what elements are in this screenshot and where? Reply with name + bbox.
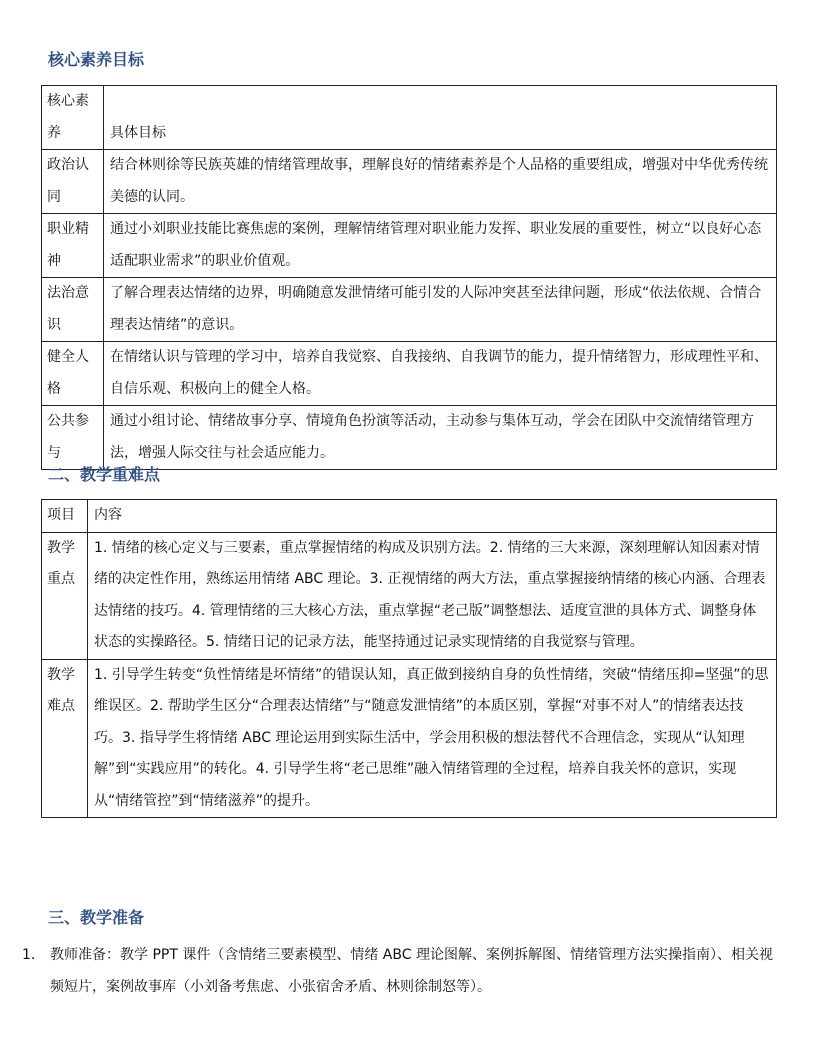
table-row xyxy=(42,214,777,278)
table-row xyxy=(42,406,777,470)
list-item-text: 教师准备：教学 PPT 课件（含情绪三要素模型、情绪 ABC 理论图解、案例拆解图、情绪管理方法实操指南）、相关视频短片，案例故事库（小刘备考焦虑、小张宿舍矛盾、林则徐制怒等）。 xyxy=(50,947,773,995)
row-label: 教学难点 xyxy=(42,659,88,818)
row-text: 1. 引导学生转变“负性情绪是坏情绪”的错误认知，真正做到接纳自身的负性情绪，突破“情绪压抑=坚强”的思维误区。2. 帮助学生区分“合理表达情绪”与“随意发泄情绪”的本质区别，掌握“对事不对人”的情绪表达技巧。3. 指导学生将情绪 ABC 理论运用到实际生活中，学会用积极的想法替代不合理信念，实现从“认知理解”到“实践应用”的转化。4. 引导学生将“老己思维”融入情绪管理的全过程，培养自我关怀的意识，实现从“情绪管控”到“情绪滋养”的提升。 xyxy=(88,659,777,818)
table-row xyxy=(42,150,777,214)
list-item-number: 1. xyxy=(22,947,36,963)
row-label: 职业精神 xyxy=(42,214,104,278)
row-label: 公共参与 xyxy=(42,406,104,470)
table-row xyxy=(42,659,777,818)
core-literacy-table xyxy=(41,85,777,470)
table-row xyxy=(42,278,777,342)
table-row xyxy=(42,532,777,659)
section1-title: 核心素养目标 xyxy=(48,50,145,69)
row-label: 政治认同 xyxy=(42,150,104,214)
row-text: 通过小刘职业技能比赛焦虑的案例，理解情绪管理对职业能力发挥、职业发展的重要性，树立“以良好心态适配职业需求”的职业价值观。 xyxy=(104,214,777,278)
row-text: 1. 情绪的核心定义与三要素，重点掌握情绪的构成及识别方法。2. 情绪的三大来源，深刻理解认知因素对情绪的决定性作用，熟练运用情绪 ABC 理论。3. 正视情绪的两大方法，重点掌握接纳情绪的核心内涵、合理表达情绪的技巧。4. 管理情绪的三大核心方法，重点掌握“老己版”调整想法、适度宣泄的具体方式、调整身体状态的实操路径。5. 情绪日记的记录方法，能坚持通过记录实现情绪的自我觉察与管理。 xyxy=(88,532,777,659)
row-text: 通过小组讨论、情绪故事分享、情境角色扮演等活动，主动参与集体互动，学会在团队中交流情绪管理方法，增强人际交往与社会适应能力。 xyxy=(104,406,777,470)
header-content-label: 内容 xyxy=(88,500,777,533)
header-goal-label: 具体目标 xyxy=(104,86,777,150)
table-header-row xyxy=(42,86,777,150)
table-header-row xyxy=(42,500,777,533)
key-difficult-points-table xyxy=(41,499,777,818)
table-row xyxy=(42,342,777,406)
header-item-label: 项目 xyxy=(42,500,88,533)
row-text: 了解合理表达情绪的边界，明确随意发泄情绪可能引发的人际冲突甚至法律问题，形成“依法依规、合情合理表达情绪”的意识。 xyxy=(104,278,777,342)
section2-title: 二、教学重难点 xyxy=(48,465,161,484)
row-text: 结合林则徐等民族英雄的情绪管理故事，理解良好的情绪素养是个人品格的重要组成，增强对中华优秀传统美德的认同。 xyxy=(104,150,777,214)
preparation-list xyxy=(20,940,780,1003)
list-item xyxy=(20,940,780,1003)
row-text: 在情绪认识与管理的学习中，培养自我觉察、自我接纳、自我调节的能力，提升情绪智力，形成理性平和、自信乐观、积极向上的健全人格。 xyxy=(104,342,777,406)
header-literacy-label: 核心素养 xyxy=(42,86,104,150)
row-label: 健全人格 xyxy=(42,342,104,406)
row-label: 教学重点 xyxy=(42,532,88,659)
row-label: 法治意识 xyxy=(42,278,104,342)
section3-title: 三、教学准备 xyxy=(48,908,145,927)
